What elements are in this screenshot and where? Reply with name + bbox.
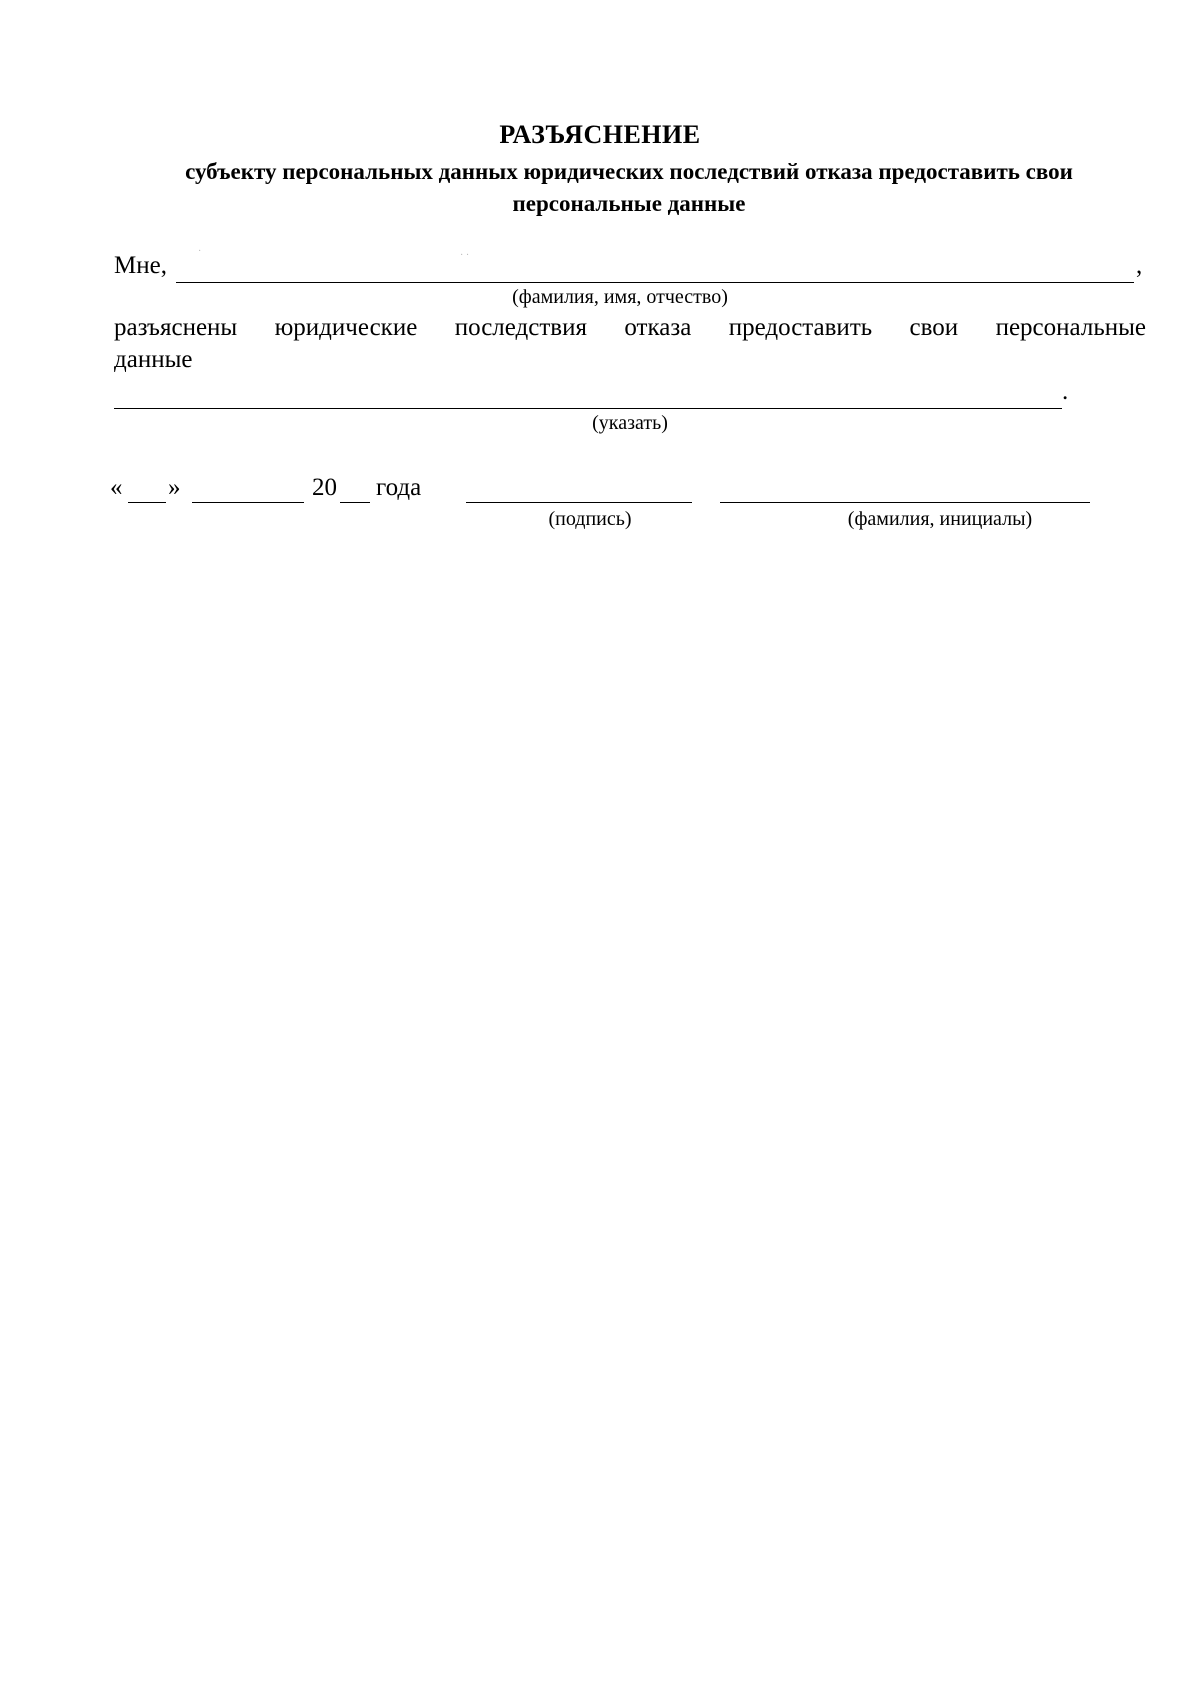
name-field-line[interactable] — [176, 282, 1134, 283]
specify-field-line[interactable] — [114, 408, 1062, 409]
initials-caption: (фамилия, инициалы) — [847, 508, 1033, 530]
document-title: РАЗЪЯСНЕНИЕ — [499, 120, 701, 149]
date-open-quote: « — [110, 474, 123, 501]
initials-field-line[interactable] — [720, 502, 1090, 503]
month-field-line[interactable] — [192, 502, 304, 503]
body-line-1: разъяснены юридические последствия отказа предоставить свои персональные — [114, 314, 1146, 341]
body-line-2: данные — [114, 346, 193, 373]
year-prefix: 20 — [312, 474, 337, 501]
scan-speck: · · — [460, 250, 470, 261]
signature-caption: (подпись) — [548, 508, 632, 530]
name-caption: (фамилия, имя, отчество) — [512, 286, 728, 308]
day-field-line[interactable] — [128, 502, 166, 503]
year-field-line[interactable] — [340, 502, 370, 503]
document-subtitle: субъекту персональных данных юридических последствий отказа предоставить свои персональные данные — [185, 159, 1073, 216]
year-suffix: года — [376, 474, 422, 501]
specify-caption: (указать) — [592, 412, 668, 434]
intro-comma: , — [1136, 252, 1143, 279]
intro-text: Мне, — [114, 252, 167, 279]
scan-speck: · — [198, 246, 202, 257]
signature-field-line[interactable] — [466, 502, 692, 503]
date-close-quote: » — [168, 474, 181, 501]
specify-period: . — [1062, 378, 1069, 405]
